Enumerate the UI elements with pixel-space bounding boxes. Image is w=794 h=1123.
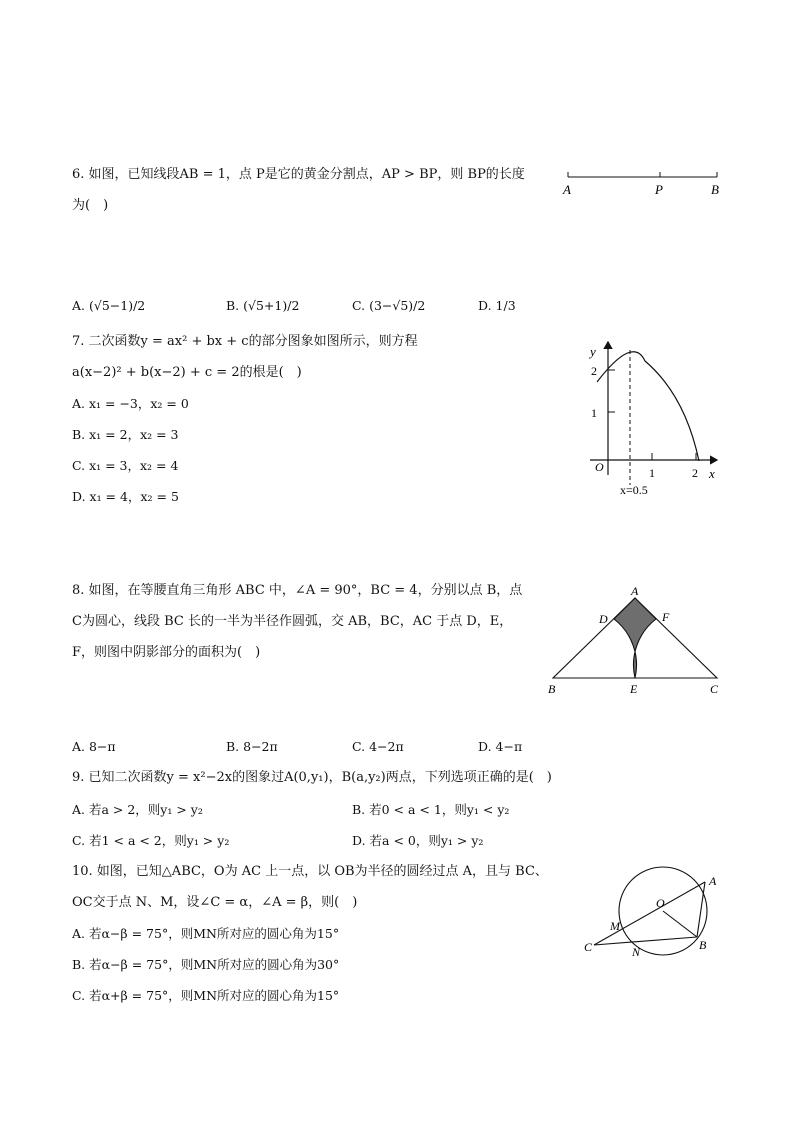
label-x2: 2 [692,466,698,480]
q10-stem-line1: 10. 如图，已知△ABC，O为 AC 上一点，以 OB为半径的圆经过点 A，且与 BC、 [72,864,548,879]
q8-option-d: D. 4−π [478,739,523,754]
label-e: E [630,682,638,696]
line-ob [663,911,697,937]
q6-option-a: A. (√5−1)/2 [72,298,146,313]
label-n: N [632,945,641,959]
q7-option-b: B. x₁ = 2，x₂ = 3 [72,427,179,442]
q6-stem-line2: 为( ) [72,198,109,213]
q6-option-d: D. 1/3 [478,298,516,313]
q6-option-b: B. (√5+1)/2 [226,298,300,313]
label-y1: 1 [591,406,597,420]
q10-option-c: C. 若α+β = 75°，则MN所对应的圆心角为15° [72,988,340,1003]
q9-option-c: C. 若1 < a < 2，则y₁ > y₂ [72,833,230,848]
label-m: M [610,919,620,933]
line-cb [594,937,697,945]
label-b: B [699,938,707,952]
shaded-region [614,598,656,678]
q6-stem-line1: 6. 如图，已知线段AB = 1，点 P是它的黄金分割点，AP > BP，则 BP的长度 [72,167,525,182]
label-y2: 2 [591,364,597,378]
q6-option-c: C. (3−√5)/2 [352,298,426,313]
q8-stem-line2: C为圆心，线段 BC 长的一半为半径作圆弧，交 AB，BC，AC 于点 D，E， [72,614,513,629]
q7-parabola-graph [585,335,725,500]
label-c: C [710,682,719,696]
q9-stem: 9. 已知二次函数y = x²−2x的图象过A(0,y₁)，B(a,y₂)两点，下列选项正确的是( ) [72,770,552,785]
q6-segment-figure [555,165,730,200]
label-a: A [563,182,571,197]
label-b: B [711,182,719,197]
q10-option-a: A. 若α−β = 75°，则MN所对应的圆心角为15° [72,926,340,941]
label-a: A [631,584,639,598]
label-y: y [590,344,596,359]
q8-option-c: C. 4−2π [352,739,404,754]
q10-circle-figure [580,855,730,965]
label-d: D [599,612,608,626]
label-x: x [709,466,715,481]
line-ca [594,882,705,945]
label-axis-of-symmetry: x=0.5 [620,483,648,497]
q7-stem-line1: 7. 二次函数y = ax² + bx + c的部分图象如图所示，则方程 [72,334,418,349]
label-c: C [584,940,593,954]
q9-option-b: B. 若0 < a < 1，则y₁ < y₂ [352,802,510,817]
q7-option-a: A. x₁ = −3，x₂ = 0 [72,396,189,411]
label-x1: 1 [649,466,655,480]
q8-option-b: B. 8−2π [226,739,278,754]
q9-option-a: A. 若a > 2，则y₁ > y₂ [72,802,203,817]
q8-stem-line1: 8. 如图，在等腰直角三角形 ABC 中，∠A = 90°，BC = 4，分别以点 B，点 [72,583,523,598]
label-f: F [662,610,670,624]
label-a: A [709,874,717,888]
parabola-curve [597,352,699,461]
q9-option-d: D. 若a < 0，则y₁ > y₂ [352,833,484,848]
q7-option-d: D. x₁ = 4，x₂ = 5 [72,489,179,504]
label-b: B [548,682,556,696]
label-origin: O [595,460,604,474]
q8-stem-line3: F，则图中阴影部分的面积为( ) [72,645,261,660]
q10-stem-line2: OC交于点 N、M，设∠C = α，∠A = β，则( ) [72,895,358,910]
q7-option-c: C. x₁ = 3，x₂ = 4 [72,458,179,473]
label-p: P [655,182,663,197]
label-o: O [656,896,665,910]
q10-option-b: B. 若α−β = 75°，则MN所对应的圆心角为30° [72,957,340,972]
q7-stem-line2: a(x−2)² + b(x−2) + c = 2的根是( ) [72,365,302,380]
q8-option-a: A. 8−π [72,739,116,754]
q8-triangle-figure [540,583,730,698]
